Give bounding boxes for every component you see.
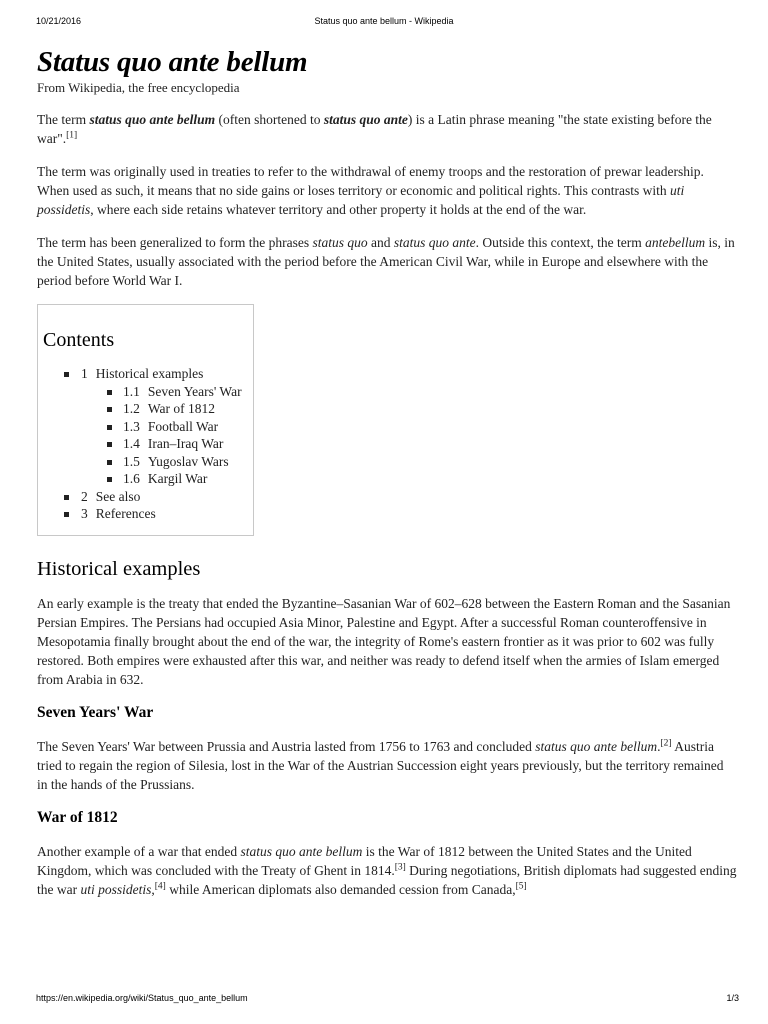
section-heading-historical-examples: Historical examples (37, 557, 201, 580)
print-header (0, 16, 768, 32)
toc-item[interactable]: 1.5 Yugoslav Wars (43, 453, 248, 471)
antebellum-link[interactable]: antebellum (645, 235, 706, 250)
term-short-bold: status quo ante (323, 112, 408, 127)
intro-paragraph: The term status quo ante bellum (often shortened to status quo ante) is a Latin phrase meaning "the state existing before the war".[1] (37, 112, 712, 146)
toc-title: Contents (43, 329, 115, 351)
page-title: Status quo ante bellum (37, 46, 308, 78)
article-content (37, 44, 737, 913)
citation-link[interactable]: [3] (394, 862, 406, 872)
toc-item[interactable]: 1 Historical examples (43, 365, 248, 383)
uti-possidetis-link[interactable]: uti possidetis (80, 881, 152, 897)
toc-item[interactable]: 1.3 Football War (43, 418, 248, 436)
status-quo-link[interactable]: status quo (312, 235, 368, 250)
table-of-contents (37, 304, 254, 536)
term-bold: status quo ante bellum (89, 112, 216, 127)
bullet-icon (107, 460, 112, 465)
toc-item[interactable]: 1.6 Kargil War (43, 470, 248, 488)
status-quo-ante-link[interactable]: status quo ante (393, 235, 476, 250)
bullet-icon (107, 442, 112, 447)
usage-paragraph: The term was originally used in treaties to refer to the withdrawal of enemy troops and the restoration of prewar leadership. When used as such, it means that no side gains or loses territory or economic and political rights. This contrasts with uti possidetis, where each side retains whatever territory and other property it holds at the end of the war. (37, 164, 704, 217)
toc-item[interactable]: 1.4 Iran–Iraq War (43, 435, 248, 453)
toc-item[interactable]: 3 References (43, 505, 248, 523)
bullet-icon (107, 407, 112, 412)
site-tagline: From Wikipedia, the free encyclopedia (37, 80, 240, 95)
print-footer (0, 993, 768, 1009)
print-url: https://en.wikipedia.org/wiki/Status_quo_ante_bellum (36, 993, 248, 1003)
generalization-paragraph: The term has been generalized to form the phrases status quo and status quo ante. Outside this context, the term antebellum is, in the United States, usually associated with the period before the American Civil War, while in Europe and elsewhere with the period before World War I. (37, 235, 735, 288)
citation-link[interactable]: [4] (154, 881, 166, 891)
citation-link[interactable]: [1] (66, 130, 78, 141)
citation-link[interactable]: [5] (515, 881, 527, 891)
uti-possidetis-link[interactable]: uti possidetis (37, 183, 685, 217)
bullet-icon (107, 477, 112, 482)
toc-list (43, 365, 248, 523)
toc-item[interactable]: 1.1 Seven Years' War (43, 383, 248, 401)
historical-paragraph: An early example is the treaty that ended the Byzantine–Sasanian War of 602–628 between the Eastern Roman and the Sasanian Persian Empires. The Persians had occupied Asia Minor, Palestine and Egypt. After a successful Roman counteroffensive in Mesopotamia finally brought about the end of the war, the integrity of Rome's eastern frontier as it was prior to 602 was fully restored. Both empires were exhausted after this war, and neither was ready to defend itself when the armies of Islam emerged from Arabia in 632. (37, 595, 731, 687)
bullet-icon (64, 495, 69, 500)
citation-link[interactable]: [2] (660, 738, 672, 748)
toc-item[interactable]: 1.2 War of 1812 (43, 400, 248, 418)
term-italic: status quo ante bellum (535, 738, 658, 754)
term-italic: status quo ante bellum (240, 843, 363, 859)
print-document-title: Status quo ante bellum - Wikipedia (314, 16, 454, 26)
bullet-icon (64, 372, 69, 377)
bullet-icon (64, 512, 69, 517)
bullet-icon (107, 425, 112, 430)
subsection-heading-seven-years-war: Seven Years' War (37, 703, 154, 721)
toc-item[interactable]: 2 See also (43, 488, 248, 506)
print-date: 10/21/2016 (36, 16, 82, 26)
subsection-heading-war-of-1812: War of 1812 (37, 808, 118, 826)
seven-years-paragraph: The Seven Years' War between Prussia and Austria lasted from 1756 to 1763 and concluded status quo ante bellum.[2] Austria tried to regain the region of Silesia, lost in the War of the Austrian Succession eight years previously, but the territory remained in the hands of the Prussians. (37, 738, 724, 792)
war-1812-paragraph: Another example of a war that ended status quo ante bellum is the War of 1812 between the United States and the United Kingdom, which was concluded with the Treaty of Ghent in 1814.[3] During negotiations, British diplomats had suggested ending the war uti possidetis,[4] while American diplomats also demanded cession from Canada,[5] (37, 843, 737, 897)
bullet-icon (107, 390, 112, 395)
print-page-number: 1/3 (726, 993, 739, 1003)
